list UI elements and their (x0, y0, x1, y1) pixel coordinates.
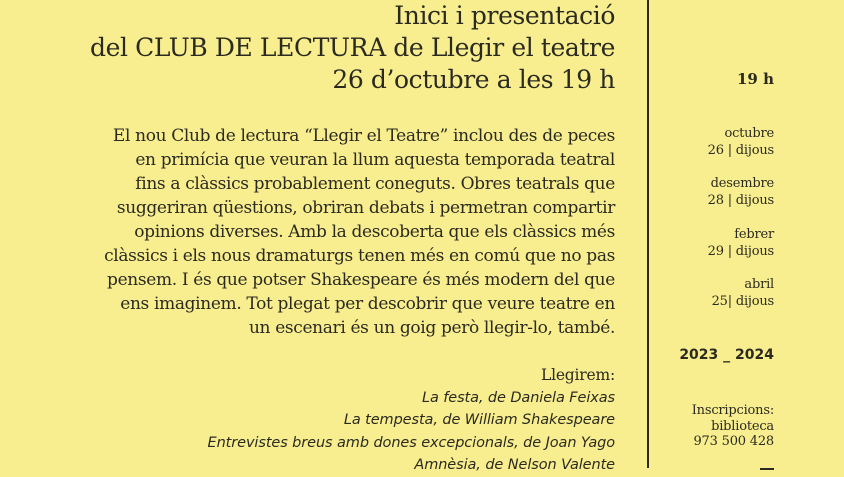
reading-list-item: Entrevistes breus amb dones excepcionals, de Joan Yago (207, 434, 615, 451)
title-line-3: 26 d’octubre a les 19 h (332, 65, 615, 94)
season-label: 2023 _ 2024 (679, 347, 774, 363)
session-month: abril (744, 277, 774, 292)
registration-place: biblioteca (711, 418, 774, 434)
session-date (708, 125, 774, 159)
paragraph-line: clàssics i els nous dramaturgs tenen més en comú que no pas (104, 246, 615, 266)
reading-list-item: Amnèsia, de Nelson Valente (414, 457, 615, 473)
registration-label: Inscripcions: (691, 403, 774, 418)
reading-list-heading: Llegirem: (540, 366, 615, 384)
registration-phone: 973 500 428 (693, 434, 774, 449)
reading-list-item: La tempesta, de William Shakespeare (343, 412, 615, 428)
session-day: 28 | dijous (707, 193, 774, 208)
bottom-dash (760, 468, 774, 470)
paragraph-line: El nou Club de lectura “Llegir el Teatre” inclou des de peces (112, 126, 615, 146)
title-line-1: Inici i presentació (394, 1, 615, 30)
paragraph-line: suggeriran qüestions, obriran debats i permetran compartir (116, 198, 615, 218)
session-month: desembre (710, 176, 774, 191)
reading-list (208, 364, 615, 477)
session-month: febrer (734, 227, 774, 242)
paragraph-line: en primícia que veuran la llum aquesta temporada teatral (135, 150, 615, 170)
vertical-divider (647, 0, 649, 468)
session-day: 29 | dijous (707, 244, 774, 259)
paragraph-line: pensem. I és que potser Shakespeare és més modern del que (107, 270, 615, 290)
description-paragraph (15, 124, 615, 340)
session-date (708, 175, 774, 209)
paragraph-line: ens imaginem. Tot plegat per descobrir que veure teatre en (120, 294, 615, 314)
session-date (712, 276, 774, 310)
session-month: octubre (724, 126, 774, 141)
registration-info (692, 403, 774, 450)
session-day: 25| dijous (711, 294, 774, 309)
session-day: 26 | dijous (707, 143, 774, 158)
page-title (90, 0, 615, 96)
title-line-2: del CLUB DE LECTURA de Llegir el teatre (90, 33, 615, 62)
session-date (708, 226, 774, 260)
paragraph-line: opinions diverses. Amb la descoberta que els clàssics més (134, 222, 615, 242)
paragraph-line: fins a clàssics probablement coneguts. Obres teatrals que (135, 174, 615, 194)
session-time: 19 h (736, 70, 774, 88)
reading-list-item: La festa, de Daniela Feixas (421, 389, 615, 406)
paragraph-line: un escenari és un goig però llegir-lo, també. (248, 318, 615, 338)
